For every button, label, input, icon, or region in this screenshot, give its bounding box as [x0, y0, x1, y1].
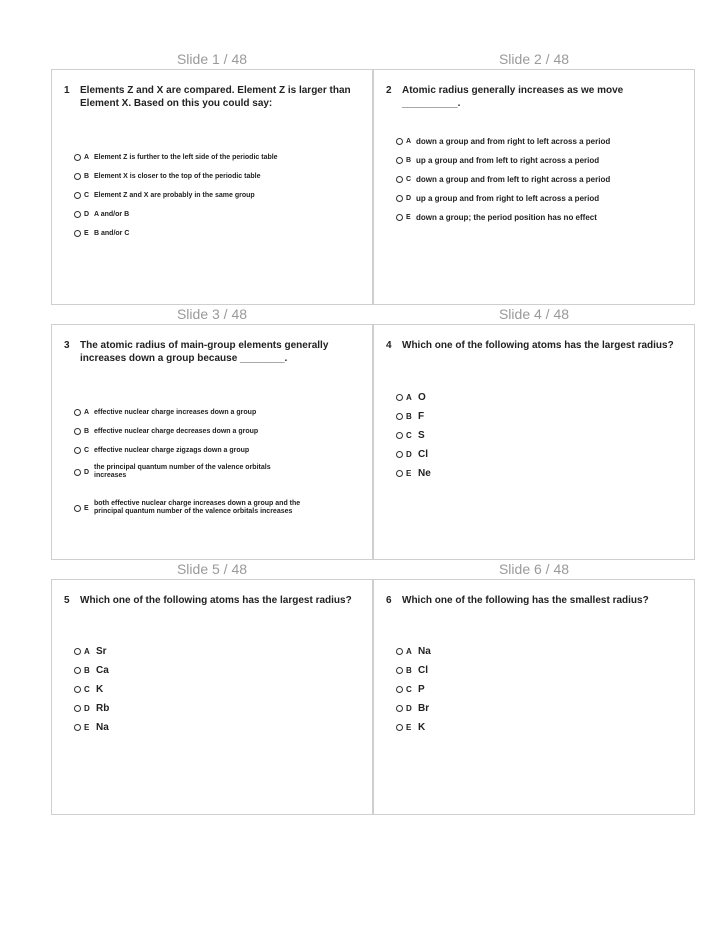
option-text: Cl: [418, 664, 428, 676]
answer-option-a[interactable]: [74, 148, 360, 167]
radio-icon[interactable]: [396, 667, 403, 674]
option-text: up a group and from right to left across a period: [416, 194, 600, 203]
answer-option-d[interactable]: [396, 189, 682, 208]
question-number: 1: [64, 85, 70, 96]
question-header: [386, 594, 680, 607]
question-header: [386, 339, 680, 352]
question-header: [64, 84, 358, 110]
option-letter: E: [84, 723, 90, 732]
option-letter: C: [406, 685, 412, 694]
slide-5-label: Slide 5 / 48: [176, 561, 248, 577]
answer-option-b[interactable]: [396, 151, 682, 170]
option-letter: C: [406, 176, 412, 183]
answer-option-c[interactable]: [396, 426, 682, 445]
option-letter: A: [84, 154, 90, 161]
option-text: up a group and from left to right across a period: [416, 156, 600, 165]
option-text: B and/or C: [94, 229, 130, 237]
option-letter: D: [84, 704, 90, 713]
answer-option-a[interactable]: [74, 642, 360, 661]
option-text: effective nuclear charge increases down a group: [94, 408, 257, 416]
option-text: effective nuclear charge zigzags down a group: [94, 446, 250, 454]
answer-option-a[interactable]: [396, 132, 682, 151]
option-text: Ca: [96, 664, 109, 676]
question-text: Which one of the following has the smallest radius?: [402, 595, 649, 606]
question-header: [386, 84, 680, 110]
answer-option-e[interactable]: [396, 464, 682, 483]
option-letter: C: [84, 447, 90, 454]
question-text: Which one of the following atoms has the largest radius?: [80, 595, 352, 606]
option-letter: D: [406, 195, 412, 202]
slide-1-label: Slide 1 / 48: [176, 51, 248, 67]
answer-option-b[interactable]: [74, 422, 360, 441]
radio-icon[interactable]: [396, 138, 403, 145]
option-letter: A: [84, 647, 90, 656]
radio-icon[interactable]: [396, 413, 403, 420]
answer-option-a[interactable]: [396, 388, 682, 407]
question-text: Which one of the following atoms has the largest radius?: [402, 340, 674, 351]
slide-4-label: Slide 4 / 48: [498, 306, 570, 322]
question-number: 5: [64, 595, 70, 606]
radio-icon[interactable]: [74, 705, 81, 712]
option-letter: B: [84, 428, 90, 435]
radio-icon[interactable]: [74, 667, 81, 674]
answer-options: [396, 132, 682, 227]
answer-option-e[interactable]: [74, 718, 360, 737]
answer-option-c[interactable]: [74, 186, 360, 205]
answer-option-b[interactable]: [74, 167, 360, 186]
option-text: Cl: [418, 448, 428, 460]
option-text: A and/or B: [94, 210, 130, 218]
answer-option-d[interactable]: [74, 699, 360, 718]
option-text: Sr: [96, 645, 107, 657]
option-text: Na: [418, 645, 431, 657]
answer-option-d[interactable]: [74, 205, 360, 224]
radio-icon[interactable]: [396, 195, 403, 202]
answer-option-e[interactable]: [396, 208, 682, 227]
radio-icon[interactable]: [74, 686, 81, 693]
answer-option-b[interactable]: [396, 407, 682, 426]
answer-option-a[interactable]: [74, 403, 360, 422]
slide-4: [373, 324, 695, 560]
question-text: Atomic radius generally increases as we move __________.: [402, 85, 624, 109]
option-letter: A: [84, 409, 90, 416]
slide-3-label: Slide 3 / 48: [176, 306, 248, 322]
radio-icon[interactable]: [74, 211, 81, 218]
answer-option-b[interactable]: [396, 661, 682, 680]
answer-options: [74, 403, 360, 526]
radio-icon[interactable]: [74, 724, 81, 731]
question-header: [64, 594, 358, 607]
question-text: Elements Z and X are compared. Element Z is larger than Element X. Based on this you could say:: [80, 85, 351, 109]
answer-options: [396, 388, 682, 483]
answer-option-b[interactable]: [74, 661, 360, 680]
question-number: 6: [386, 595, 392, 606]
answer-option-d[interactable]: [396, 445, 682, 464]
option-text: F: [418, 410, 425, 422]
radio-icon[interactable]: [74, 447, 81, 454]
option-letter: E: [406, 723, 412, 732]
option-text: K: [418, 721, 426, 733]
option-text: K: [96, 683, 104, 695]
radio-icon[interactable]: [74, 648, 81, 655]
question-number: 3: [64, 340, 70, 351]
option-text: Element Z and X are probably in the same group: [94, 191, 255, 199]
option-letter: A: [406, 138, 412, 145]
option-letter: B: [84, 173, 90, 180]
option-letter: D: [84, 211, 90, 218]
option-text: Rb: [96, 702, 110, 714]
radio-icon[interactable]: [74, 173, 81, 180]
option-text: S: [418, 429, 425, 441]
option-text: Ne: [418, 467, 431, 479]
radio-icon[interactable]: [396, 451, 403, 458]
radio-icon[interactable]: [396, 157, 403, 164]
option-letter: E: [84, 504, 89, 512]
question-number: 2: [386, 85, 392, 96]
slide-3: [51, 324, 373, 560]
option-letter: C: [406, 431, 412, 440]
radio-icon[interactable]: [396, 648, 403, 655]
answer-options: [74, 148, 360, 243]
option-letter: D: [84, 468, 90, 476]
answer-option-e[interactable]: [74, 224, 360, 243]
option-letter: D: [406, 450, 412, 459]
answer-option-c[interactable]: [74, 680, 360, 699]
option-text: the principal quantum number of the valence orbitals increases: [94, 464, 271, 479]
answer-option-c[interactable]: [396, 680, 682, 699]
option-text: Element Z is further to the left side of the periodic table: [94, 153, 278, 161]
answer-option-d[interactable]: [396, 699, 682, 718]
option-letter: B: [406, 666, 412, 675]
radio-icon[interactable]: [396, 432, 403, 439]
option-letter: B: [406, 412, 412, 421]
option-text: P: [418, 683, 425, 695]
radio-icon[interactable]: [74, 154, 81, 161]
slide-6: [373, 579, 695, 815]
option-letter: B: [84, 666, 90, 675]
answer-option-a[interactable]: [396, 642, 682, 661]
slide-5: [51, 579, 373, 815]
answer-option-d[interactable]: [74, 460, 294, 484]
radio-icon[interactable]: [74, 192, 81, 199]
option-letter: E: [406, 469, 412, 478]
option-text: down a group and from right to left across a period: [416, 137, 611, 146]
radio-icon[interactable]: [396, 470, 403, 477]
radio-icon[interactable]: [396, 394, 403, 401]
option-text: O: [418, 391, 426, 403]
radio-icon[interactable]: [74, 428, 81, 435]
answer-options: [396, 642, 682, 737]
option-letter: A: [406, 647, 412, 656]
slide-6-label: Slide 6 / 48: [498, 561, 570, 577]
answer-options: [74, 642, 360, 737]
radio-icon[interactable]: [74, 469, 81, 476]
question-text: The atomic radius of main-group elements generally increases down a group because ________.: [80, 340, 329, 364]
slide-2: [373, 69, 695, 305]
slide-1: [51, 69, 373, 305]
radio-icon[interactable]: [74, 505, 81, 512]
option-letter: D: [406, 704, 412, 713]
radio-icon[interactable]: [74, 230, 81, 237]
option-text: Element X is closer to the top of the periodic table: [94, 172, 261, 180]
option-letter: E: [84, 230, 89, 237]
option-text: Br: [418, 702, 430, 714]
option-letter: B: [406, 157, 412, 164]
option-letter: C: [84, 192, 90, 199]
option-text: both effective nuclear charge increases down a group and the principal quantum number of the valence orbitals increases: [94, 500, 301, 515]
answer-option-c[interactable]: [74, 441, 360, 460]
option-text: effective nuclear charge decreases down a group: [94, 427, 259, 435]
question-header: [64, 339, 358, 365]
radio-icon[interactable]: [74, 409, 81, 416]
answer-option-c[interactable]: [396, 170, 682, 189]
radio-icon[interactable]: [396, 214, 403, 221]
radio-icon[interactable]: [396, 724, 403, 731]
radio-icon[interactable]: [396, 705, 403, 712]
radio-icon[interactable]: [396, 176, 403, 183]
option-text: Na: [96, 721, 109, 733]
option-text: down a group; the period position has no effect: [416, 213, 597, 222]
option-text: down a group and from left to right across a period: [416, 175, 611, 184]
answer-option-e[interactable]: [74, 490, 314, 526]
answer-option-e[interactable]: [396, 718, 682, 737]
option-letter: A: [406, 393, 412, 402]
radio-icon[interactable]: [396, 686, 403, 693]
question-number: 4: [386, 340, 392, 351]
option-letter: E: [406, 214, 411, 221]
slide-2-label: Slide 2 / 48: [498, 51, 570, 67]
option-letter: C: [84, 685, 90, 694]
